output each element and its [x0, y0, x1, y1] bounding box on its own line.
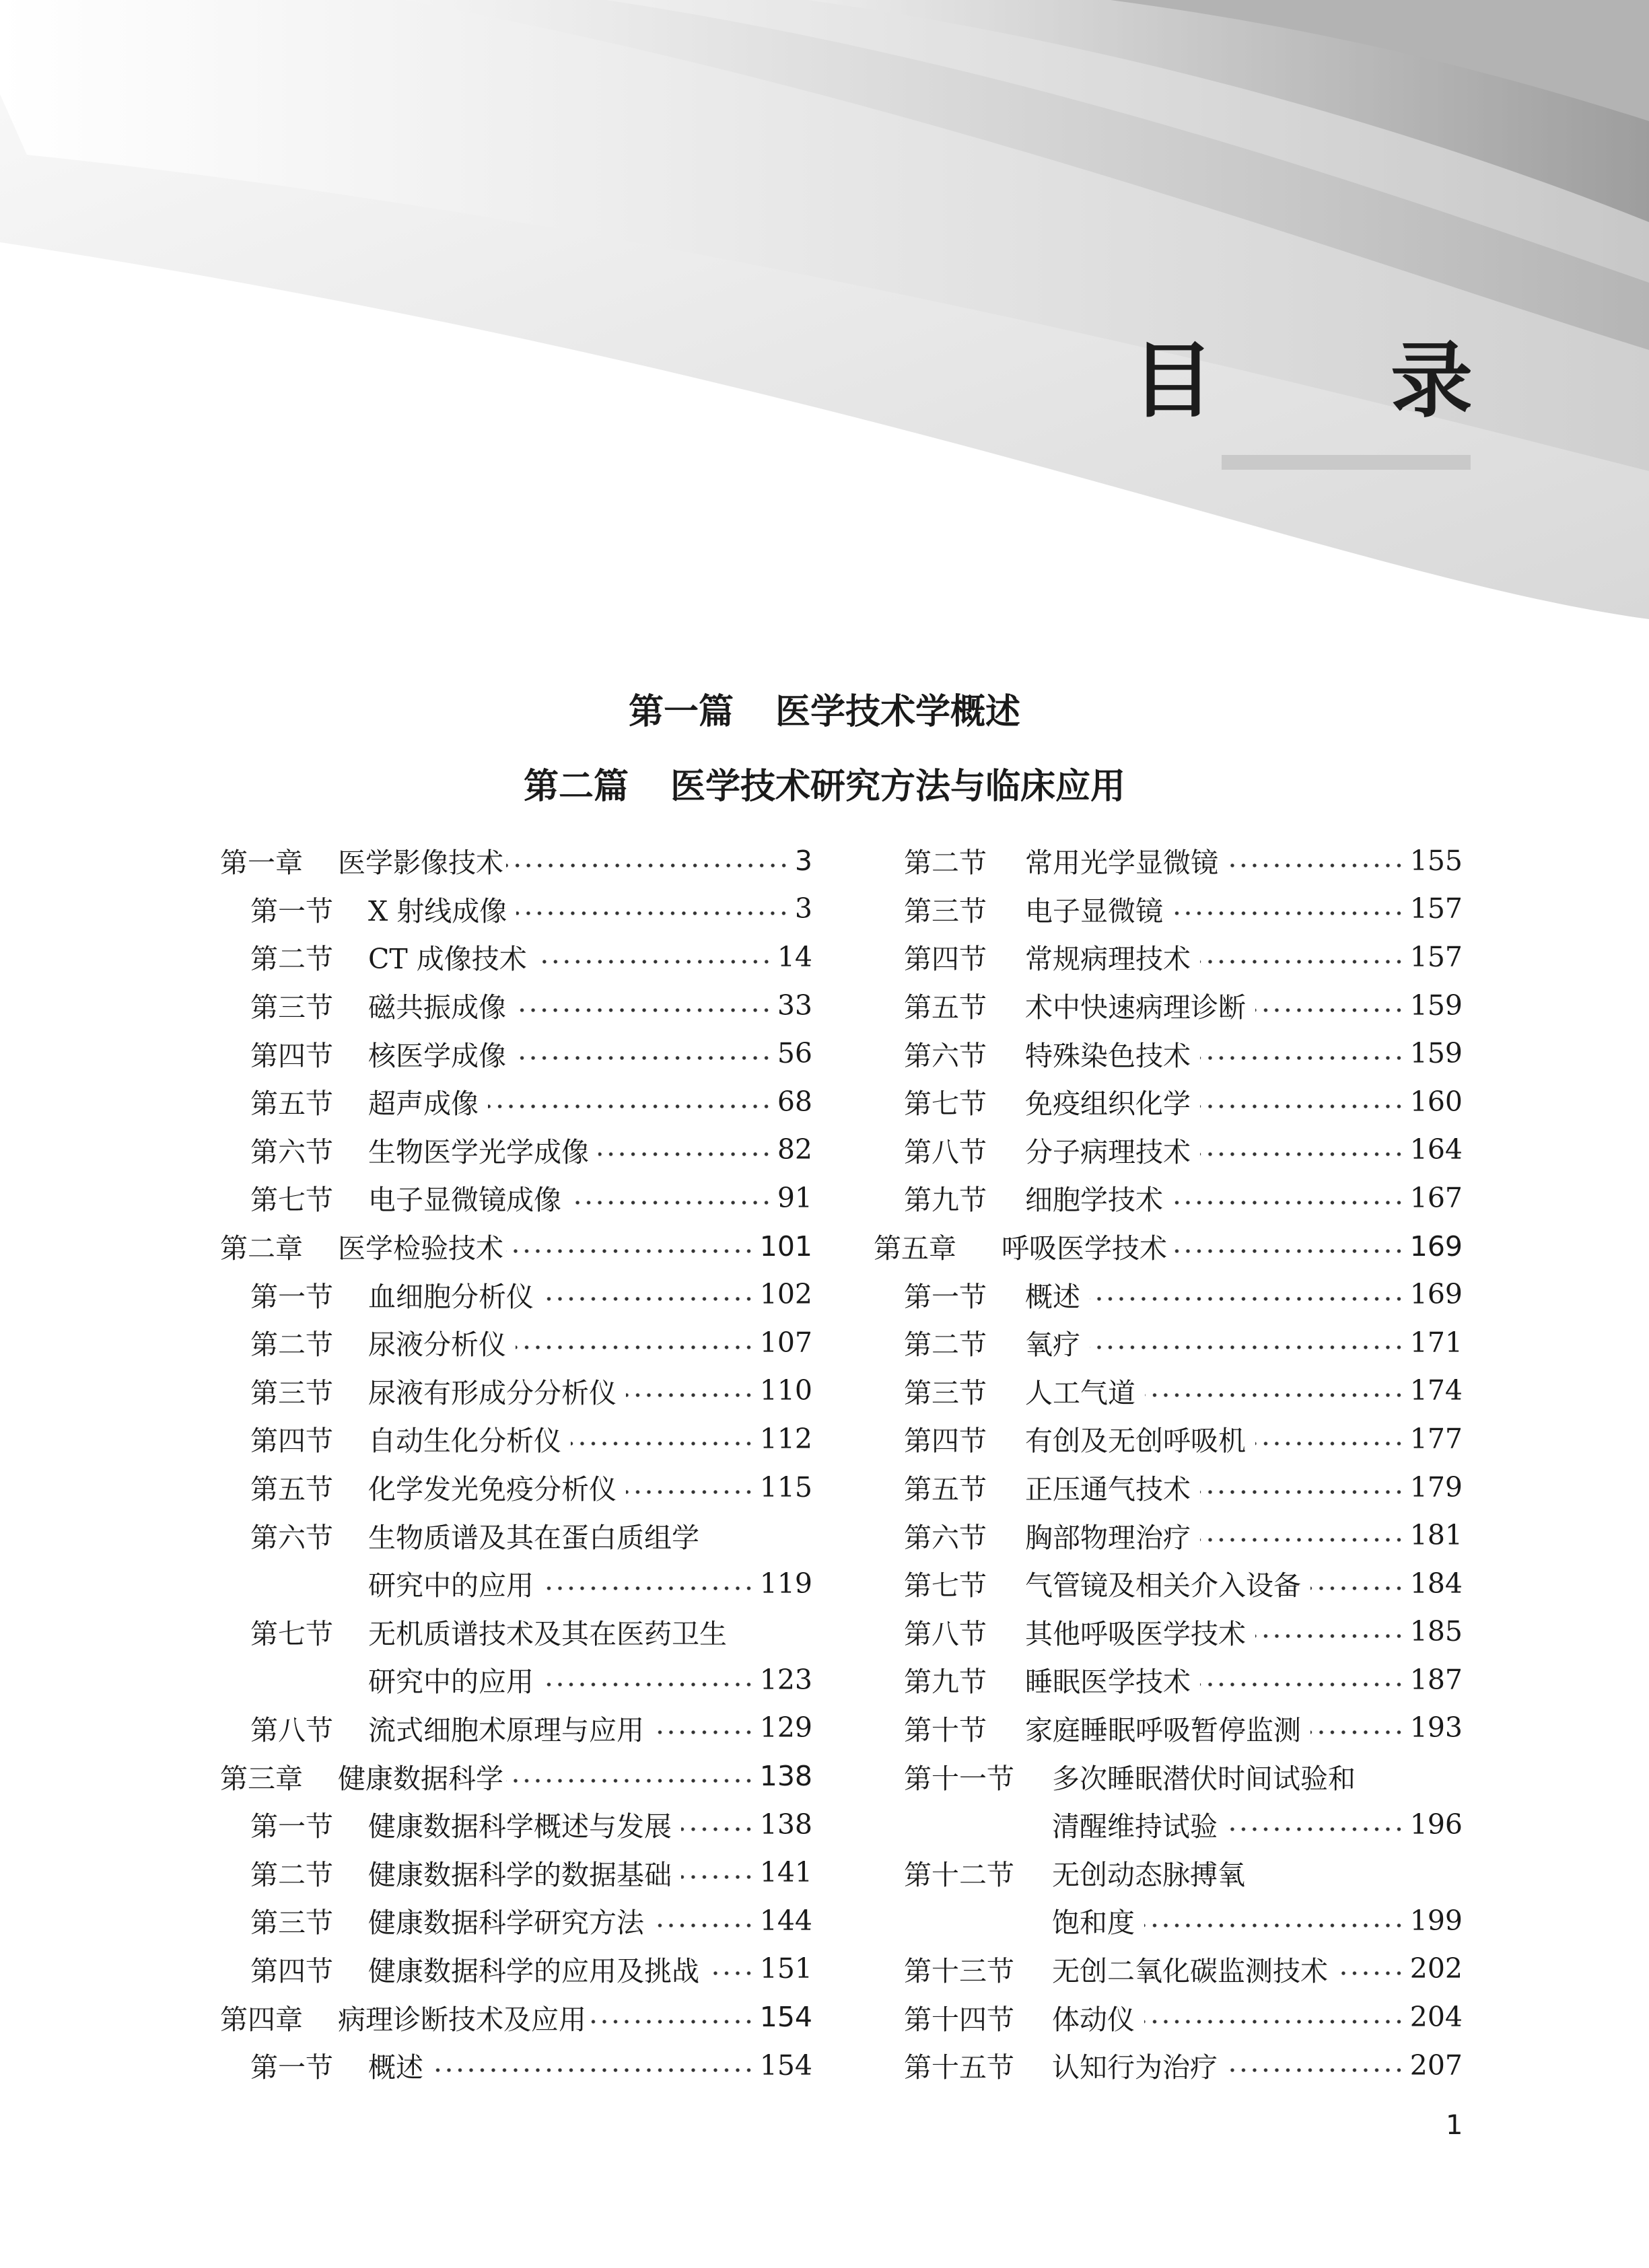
entry-label: 第五节 — [250, 1473, 333, 1506]
entry-label: 第七节 — [904, 1569, 987, 1602]
entry-label: 第七节 — [250, 1184, 333, 1217]
entry-title: X 射线成像 — [368, 894, 507, 927]
toc-section-entry[interactable] — [874, 1463, 1463, 1512]
entry-title: 健康数据科学概述与发展 — [368, 1810, 672, 1843]
dot-leader — [1200, 1053, 1405, 1063]
entry-title: 细胞学技术 — [1025, 1184, 1163, 1217]
entry-label: 第二节 — [250, 1328, 333, 1361]
entry-label: 第四节 — [250, 1954, 333, 1987]
dot-leader — [1228, 861, 1405, 870]
toc-section-entry[interactable] — [220, 1704, 812, 1752]
entry-label: 第三节 — [904, 1376, 987, 1409]
dot-leader — [516, 1005, 772, 1015]
dot-leader — [1255, 1005, 1405, 1015]
entry-label: 第六节 — [250, 1521, 333, 1554]
toc-section-entry[interactable] — [220, 2041, 812, 2090]
entry-page-number: 164 — [1409, 1133, 1463, 1166]
toc-section-entry[interactable] — [874, 1848, 1463, 1897]
entry-label: 第二节 — [904, 1328, 987, 1361]
toc-section-entry[interactable] — [220, 1415, 812, 1463]
entry-page-number: 68 — [777, 1085, 812, 1118]
entry-title: 清醒维持试验 — [1052, 1810, 1218, 1843]
dot-leader — [536, 957, 772, 966]
dot-leader — [1255, 1439, 1405, 1448]
toc-section-entry[interactable] — [874, 1511, 1463, 1559]
entry-title: 磁共振成像 — [368, 991, 506, 1024]
dot-leader — [709, 1969, 755, 1978]
title-underline-bar — [1222, 455, 1471, 470]
dot-leader — [1227, 2065, 1405, 2075]
entry-title: 体动仪 — [1052, 2003, 1135, 2036]
entry-title: 饱和度 — [1052, 1907, 1135, 1940]
toc-section-entry[interactable] — [874, 1174, 1463, 1222]
page-title: 目 录 — [1131, 333, 1547, 429]
toc-section-entry[interactable] — [874, 933, 1463, 981]
entry-title: 流式细胞术原理与应用 — [368, 1713, 644, 1746]
dot-leader — [626, 1487, 755, 1497]
entry-title: 尿液分析仪 — [368, 1328, 506, 1361]
entry-page-number: 82 — [777, 1133, 812, 1166]
dot-leader — [1172, 1198, 1405, 1207]
entry-label: 第三章 — [220, 1762, 303, 1795]
entry-label: 第八节 — [904, 1617, 987, 1650]
entry-title: 无创动态脉搏氧 — [1052, 1858, 1245, 1891]
entry-page-number: 181 — [1409, 1519, 1463, 1552]
entry-title: 医学检验技术 — [338, 1232, 503, 1265]
entry-title: 正压通气技术 — [1025, 1473, 1191, 1506]
page-number: 1 — [1446, 2110, 1463, 2141]
entry-title: 多次睡眠潜伏时间试验和 — [1052, 1762, 1356, 1795]
toc-section-entry[interactable] — [220, 933, 812, 981]
toc-section-entry[interactable] — [874, 1367, 1463, 1415]
entry-label: 第三节 — [250, 1907, 333, 1940]
entry-label: 第十五节 — [904, 2051, 1014, 2084]
entry-page-number: 187 — [1409, 1663, 1463, 1696]
dot-leader — [654, 1728, 755, 1737]
toc-column-left — [220, 837, 812, 2089]
toc-section-entry[interactable] — [874, 1800, 1463, 1849]
entry-label: 第一节 — [250, 1280, 333, 1313]
toc-section-entry[interactable] — [874, 1704, 1463, 1752]
entry-title: 化学发光免疫分析仪 — [368, 1473, 617, 1506]
entry-label: 第十四节 — [904, 2003, 1014, 2036]
dot-leader — [1172, 909, 1405, 918]
entry-label: 第四节 — [904, 1425, 987, 1458]
entry-label: 第六节 — [904, 1521, 987, 1554]
dot-leader — [1090, 1343, 1405, 1352]
dot-leader — [654, 1921, 755, 1930]
entry-page-number: 110 — [759, 1374, 812, 1407]
dot-leader — [433, 2065, 755, 2075]
entry-label: 第五节 — [904, 991, 987, 1024]
entry-title: 生物医学光学成像 — [368, 1135, 589, 1168]
toc-section-entry[interactable] — [220, 1945, 812, 1993]
toc-section-entry[interactable] — [874, 1318, 1463, 1367]
toc-chapter-entry[interactable] — [220, 837, 812, 885]
entry-page-number: 174 — [1409, 1374, 1463, 1407]
toc-chapter-entry[interactable] — [220, 1993, 812, 2041]
dot-leader — [1090, 1294, 1405, 1304]
entry-title: 分子病理技术 — [1025, 1135, 1191, 1168]
toc-section-entry[interactable] — [874, 885, 1463, 933]
entry-title: 无创二氧化碳监测技术 — [1052, 1954, 1328, 1987]
entry-label: 第二节 — [250, 1858, 333, 1891]
entry-title: 呼吸医学技术 — [1002, 1232, 1167, 1265]
toc-chapter-entry[interactable] — [874, 1222, 1463, 1271]
entry-label: 第六节 — [904, 1039, 987, 1072]
dot-leader — [1227, 1824, 1405, 1834]
entry-page-number: 167 — [1409, 1181, 1463, 1214]
toc-section-entry[interactable] — [220, 1029, 812, 1077]
entry-page-number: 119 — [759, 1567, 812, 1600]
dot-leader — [506, 1776, 755, 1785]
entry-label: 第四节 — [250, 1039, 333, 1072]
entry-title: 氧疗 — [1025, 1328, 1080, 1361]
entry-page-number: 193 — [1409, 1711, 1463, 1744]
toc-section-entry[interactable] — [220, 1318, 812, 1367]
part-heading — [0, 692, 1649, 732]
dot-leader — [543, 1584, 755, 1593]
entry-page-number: 3 — [794, 844, 812, 877]
toc-column-right — [874, 837, 1463, 2089]
dot-leader — [1170, 1246, 1405, 1256]
entry-page-number: 101 — [759, 1230, 812, 1263]
entry-label: 第七节 — [904, 1088, 987, 1121]
entry-page-number: 3 — [794, 892, 812, 925]
entry-title: 血细胞分析仪 — [368, 1280, 534, 1313]
entry-title: 病理诊断技术及应用 — [338, 2003, 586, 2036]
entry-title: 自动生化分析仪 — [368, 1425, 561, 1458]
dot-leader — [598, 1149, 772, 1159]
toc-section-entry[interactable] — [874, 1608, 1463, 1656]
toc-section-entry[interactable] — [874, 837, 1463, 885]
entry-page-number: 33 — [777, 989, 812, 1022]
toc-section-entry[interactable] — [874, 1897, 1463, 1945]
entry-page-number: 138 — [759, 1760, 812, 1793]
entry-title: 常规病理技术 — [1025, 943, 1191, 976]
entry-title: 核医学成像 — [368, 1039, 506, 1072]
entry-label: 第八节 — [250, 1713, 333, 1746]
toc-section-entry[interactable] — [874, 1559, 1463, 1608]
dot-leader — [506, 861, 790, 870]
entry-label: 第十节 — [904, 1713, 987, 1746]
dot-leader — [571, 1198, 772, 1207]
entry-page-number: 184 — [1409, 1567, 1463, 1600]
toc-section-entry[interactable] — [220, 981, 812, 1030]
entry-title: 概述 — [1025, 1280, 1080, 1313]
entry-label: 第五章 — [874, 1232, 956, 1265]
entry-title: 健康数据科学 — [338, 1762, 503, 1795]
entry-title: 超声成像 — [368, 1088, 479, 1121]
entry-title: 概述 — [368, 2051, 423, 2084]
dot-leader — [516, 1343, 755, 1352]
entry-page-number: 177 — [1409, 1422, 1463, 1455]
dot-leader — [516, 909, 790, 918]
toc-chapter-entry[interactable] — [220, 1752, 812, 1800]
entry-title: 研究中的应用 — [368, 1666, 534, 1699]
entry-label: 第一节 — [904, 1280, 987, 1313]
entry-title: 研究中的应用 — [368, 1569, 534, 1602]
toc-section-entry[interactable] — [874, 1993, 1463, 2041]
entry-title: 睡眠医学技术 — [1025, 1666, 1191, 1699]
dot-leader — [681, 1824, 755, 1834]
entry-page-number: 196 — [1409, 1808, 1463, 1841]
toc-section-entry[interactable] — [220, 1897, 812, 1945]
toc-section-entry[interactable] — [220, 1077, 812, 1126]
entry-title: 无机质谱技术及其在医药卫生 — [368, 1617, 727, 1650]
entry-page-number: 157 — [1409, 892, 1463, 925]
entry-title: 健康数据科学研究方法 — [368, 1907, 644, 1940]
dot-leader — [1200, 1149, 1405, 1159]
entry-title: 特殊染色技术 — [1025, 1039, 1191, 1072]
entry-page-number: 204 — [1409, 2001, 1463, 2034]
dot-leader — [589, 2017, 755, 2026]
dot-leader — [543, 1680, 755, 1689]
dot-leader — [1200, 1487, 1405, 1497]
entry-title: 术中快速病理诊断 — [1025, 991, 1246, 1024]
entry-page-number: 141 — [759, 1856, 812, 1889]
entry-page-number: 185 — [1409, 1615, 1463, 1648]
dot-leader — [1200, 957, 1405, 966]
entry-label: 第一节 — [250, 1810, 333, 1843]
entry-label: 第九节 — [904, 1184, 987, 1217]
entry-title: 人工气道 — [1025, 1376, 1135, 1409]
entry-title: 家庭睡眠呼吸暂停监测 — [1025, 1713, 1301, 1746]
toc-section-entry[interactable] — [874, 1415, 1463, 1463]
toc-section-entry[interactable] — [220, 1559, 812, 1608]
toc-section-entry[interactable] — [220, 1463, 812, 1512]
part-heading — [0, 767, 1649, 807]
dot-leader — [488, 1102, 772, 1111]
entry-page-number: 159 — [1409, 1037, 1463, 1070]
toc-section-entry[interactable] — [220, 885, 812, 933]
entry-page-number: 159 — [1409, 989, 1463, 1022]
entry-page-number: 112 — [759, 1422, 812, 1455]
toc-section-entry[interactable] — [220, 1126, 812, 1174]
toc-section-entry[interactable] — [874, 1029, 1463, 1077]
part-label: 第一篇 — [628, 692, 734, 732]
entry-label: 第四节 — [904, 943, 987, 976]
toc-section-entry[interactable] — [874, 2041, 1463, 2090]
dot-leader — [1200, 1680, 1405, 1689]
entry-page-number: 160 — [1409, 1085, 1463, 1118]
dot-leader — [543, 1294, 755, 1304]
entry-title: 气管镜及相关介入设备 — [1025, 1569, 1301, 1602]
entry-title: 医学影像技术 — [338, 847, 503, 880]
dot-leader — [1200, 1535, 1405, 1545]
toc-section-entry[interactable] — [874, 1126, 1463, 1174]
entry-page-number: 138 — [759, 1808, 812, 1841]
entry-label: 第七节 — [250, 1617, 333, 1650]
entry-page-number: 169 — [1409, 1278, 1463, 1311]
entry-page-number: 199 — [1409, 1904, 1463, 1937]
entry-label: 第十三节 — [904, 1954, 1014, 1987]
toc-section-entry[interactable] — [874, 1656, 1463, 1704]
dot-leader — [1144, 1921, 1405, 1930]
entry-page-number: 144 — [759, 1904, 812, 1937]
toc-section-entry[interactable] — [220, 1511, 812, 1559]
entry-label: 第三节 — [250, 1376, 333, 1409]
entry-label: 第十一节 — [904, 1762, 1014, 1795]
dot-leader — [516, 1053, 772, 1063]
entry-title: 生物质谱及其在蛋白质组学 — [368, 1521, 699, 1554]
entry-page-number: 56 — [777, 1037, 812, 1070]
entry-title: 健康数据科学的应用及挑战 — [368, 1954, 699, 1987]
entry-page-number: 154 — [759, 2049, 812, 2082]
entry-label: 第四节 — [250, 1425, 333, 1458]
entry-title: 胸部物理治疗 — [1025, 1521, 1191, 1554]
toc-section-entry[interactable] — [220, 1656, 812, 1704]
entry-label: 第一章 — [220, 847, 303, 880]
entry-page-number: 155 — [1409, 844, 1463, 877]
entry-title: 常用光学显微镜 — [1025, 847, 1218, 880]
entry-label: 第五节 — [904, 1473, 987, 1506]
toc-section-entry[interactable] — [220, 1848, 812, 1897]
entry-label: 第三节 — [250, 991, 333, 1024]
dot-leader — [506, 1246, 755, 1256]
entry-label: 第二节 — [250, 943, 333, 976]
entry-page-number: 129 — [759, 1711, 812, 1744]
dot-leader — [571, 1439, 755, 1448]
entry-label: 第九节 — [904, 1666, 987, 1699]
entry-label: 第十二节 — [904, 1858, 1014, 1891]
entry-label: 第一节 — [250, 894, 333, 927]
entry-title: 有创及无创呼吸机 — [1025, 1425, 1246, 1458]
dot-leader — [1144, 2017, 1405, 2026]
toc-section-entry[interactable] — [220, 1800, 812, 1849]
toc-section-entry[interactable] — [874, 1752, 1463, 1800]
toc-section-entry[interactable] — [220, 1270, 812, 1318]
entry-title: 认知行为治疗 — [1052, 2051, 1218, 2084]
entry-page-number: 171 — [1409, 1326, 1463, 1359]
entry-page-number: 179 — [1409, 1470, 1463, 1503]
part-title: 医学技术学概述 — [775, 692, 1021, 732]
entry-label: 第四章 — [220, 2003, 303, 2036]
dot-leader — [1200, 1102, 1405, 1111]
entry-title: 电子显微镜成像 — [368, 1184, 561, 1217]
part-title: 医学技术研究方法与临床应用 — [670, 767, 1126, 807]
entry-page-number: 107 — [759, 1326, 812, 1359]
toc-chapter-entry[interactable] — [220, 1222, 812, 1271]
dot-leader — [1310, 1728, 1405, 1737]
toc-section-entry[interactable] — [874, 1270, 1463, 1318]
entry-label: 第五节 — [250, 1088, 333, 1121]
dot-leader — [626, 1390, 755, 1400]
entry-page-number: 202 — [1409, 1952, 1463, 1985]
entry-page-number: 14 — [777, 940, 812, 973]
entry-label: 第三节 — [904, 894, 987, 927]
entry-page-number: 115 — [759, 1470, 812, 1503]
entry-label: 第六节 — [250, 1135, 333, 1168]
toc-section-entry[interactable] — [220, 1608, 812, 1656]
entry-page-number: 154 — [759, 2001, 812, 2034]
entry-title: 免疫组织化学 — [1025, 1088, 1191, 1121]
entry-label: 第一节 — [250, 2051, 333, 2084]
entry-page-number: 151 — [759, 1952, 812, 1985]
entry-title: 健康数据科学的数据基础 — [368, 1858, 672, 1891]
toc-section-entry[interactable] — [220, 1174, 812, 1222]
dot-leader — [1255, 1631, 1405, 1641]
dot-leader — [681, 1872, 755, 1882]
entry-title: 电子显微镜 — [1025, 894, 1163, 927]
entry-page-number: 91 — [777, 1181, 812, 1214]
part-label: 第二篇 — [523, 767, 629, 807]
dot-leader — [1310, 1584, 1405, 1593]
entry-page-number: 169 — [1409, 1230, 1463, 1263]
toc-section-entry[interactable] — [220, 1367, 812, 1415]
entry-page-number: 157 — [1409, 940, 1463, 973]
entry-page-number: 123 — [759, 1663, 812, 1696]
toc-section-entry[interactable] — [874, 1077, 1463, 1126]
entry-title: 其他呼吸医学技术 — [1025, 1617, 1246, 1650]
toc-section-entry[interactable] — [874, 981, 1463, 1030]
entry-title: CT 成像技术 — [368, 943, 527, 976]
dot-leader — [1337, 1969, 1405, 1978]
entry-page-number: 102 — [759, 1278, 812, 1311]
entry-title: 尿液有形成分分析仪 — [368, 1376, 617, 1409]
entry-label: 第二章 — [220, 1232, 303, 1265]
toc-section-entry[interactable] — [874, 1945, 1463, 1993]
entry-label: 第二节 — [904, 847, 987, 880]
dot-leader — [1145, 1390, 1405, 1400]
entry-label: 第八节 — [904, 1135, 987, 1168]
entry-page-number: 207 — [1409, 2049, 1463, 2082]
